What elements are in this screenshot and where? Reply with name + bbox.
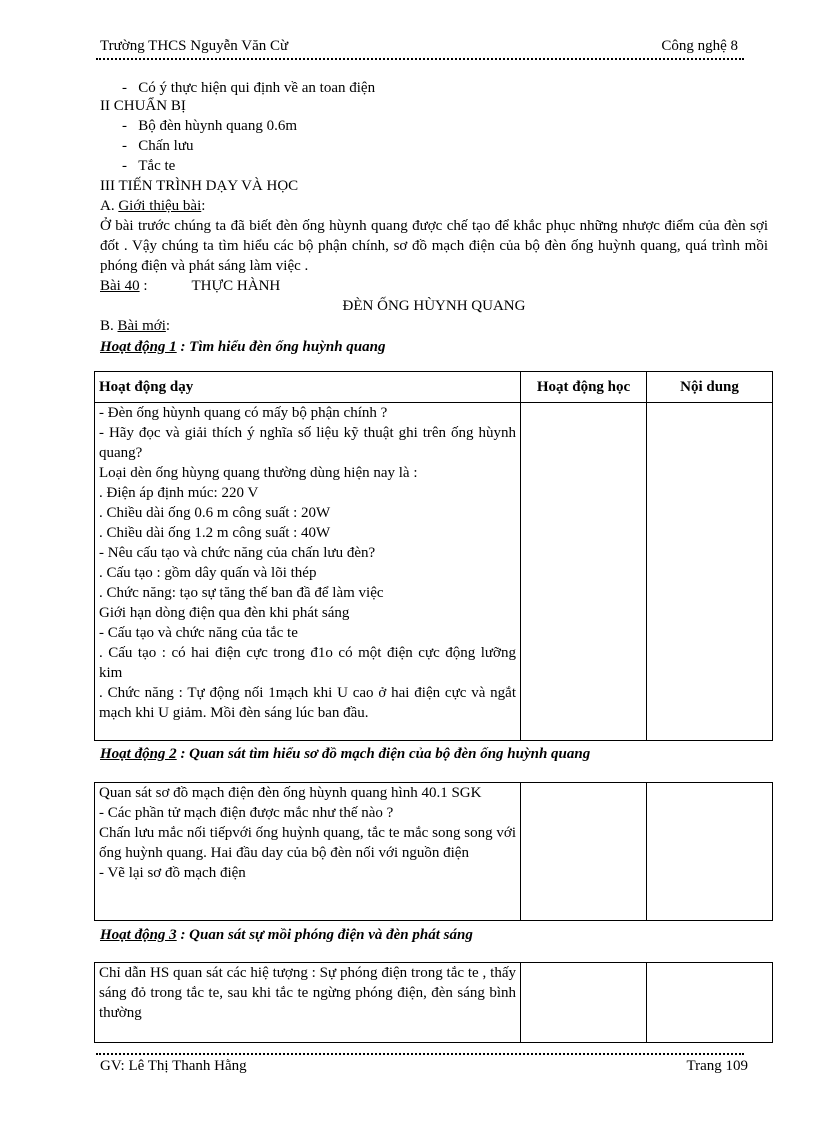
cell-line: Chấn lưu mắc nối tiếpvới ống huỳnh quang, tắc te mắc song song với ống huỳnh quang. Hai đầu day của bộ đèn nối với nguồn điện (99, 825, 516, 861)
cell-line: Loại dèn ống hùyng quang thường dùng hiện nay là : (99, 465, 418, 481)
cell-line: - Vẽ lại sơ đồ mạch điện (99, 865, 246, 881)
preparation-heading: II CHUẨN BỊ (100, 98, 186, 114)
teaching-cell (95, 783, 521, 921)
lesson-title: ĐÈN ỐNG HÙYNH QUANG (342, 298, 526, 314)
column-header: Hoạt động dạy (95, 372, 521, 403)
content-cell (647, 783, 773, 921)
header-divider (96, 58, 744, 60)
activity3-heading: Hoạt động 3 : Quan sát sự mồi phóng điện và đèn phát sáng (100, 927, 473, 943)
activity1-table (94, 371, 773, 741)
cell-line: . Chức năng : Tự động nối 1mạch khi U cao ở hai điện cực và ngắt mạch khi U giảm. Mồi đèn sáng lúc ban đầu. (99, 685, 516, 721)
page-header (100, 38, 744, 58)
table-row (95, 783, 773, 921)
cell-line: . Chiều dài ống 1.2 m công suất : 40W (99, 525, 331, 541)
process-heading: III TIẾN TRÌNH DẠY VÀ HỌC (100, 178, 299, 194)
preparation-item: - Tắc te (122, 158, 176, 174)
subject-name: Công nghệ 8 (661, 38, 738, 54)
school-name: Trường THCS Nguyễn Văn Cừ (100, 38, 289, 54)
learning-cell (521, 783, 647, 921)
new-lesson-heading: B. Bài mới: (100, 318, 171, 334)
cell-line: . Cấu tạo : gồm dây quấn và lõi thép (99, 565, 317, 581)
preparation-item: - Chấn lưu (122, 138, 194, 154)
intro-paragraph: Ở bài trước chúng ta đã biết đèn ống hùynh quang được chế tạo để khắc phục những nhược điểm của đèn sợi đốt . Vậy chúng ta tìm hiểu các bộ phận chính, sơ đồ mạch điện của bộ đèn ống huỳnh quang, quá trình mồi phóng điện và phát sáng làm việc . (100, 218, 768, 274)
preparation-item: - Bộ đèn hùynh quang 0.6m (122, 118, 297, 134)
table-header-row (95, 372, 773, 403)
teaching-cell (95, 403, 521, 741)
cell-line: - Cấu tạo và chức năng của tắc te (99, 625, 298, 641)
cell-line: - Đèn ống hùynh quang có mấy bộ phận chính ? (99, 405, 388, 421)
page-number: Trang 109 (686, 1058, 748, 1074)
learning-cell (521, 963, 647, 1043)
column-header: Hoạt động học (521, 372, 647, 403)
cell-line: Giới hạn dòng điện qua đèn khi phát sáng (99, 605, 350, 621)
footer-divider (96, 1053, 744, 1055)
column-header: Nội dung (647, 372, 773, 403)
content-cell (647, 963, 773, 1043)
activity1-heading: Hoạt động 1 : Tìm hiểu đèn ống huỳnh quang (100, 339, 386, 355)
cell-line: . Điện áp định múc: 220 V (99, 485, 259, 501)
page-footer (100, 1058, 748, 1075)
cell-line: - Các phần tử mạch điện được mắc như thế nào ? (99, 805, 394, 821)
activity3-table (94, 962, 773, 1043)
table-row (95, 963, 773, 1043)
cell-line: . Chiều dài ống 0.6 m công suất : 20W (99, 505, 331, 521)
intro-heading: A. Giới thiệu bài: (100, 198, 206, 214)
objective-item: - Có ý thực hiện qui định về an toan điện (122, 80, 376, 96)
teaching-cell (95, 963, 521, 1043)
cell-line: - Hãy đọc và giải thích ý nghĩa số liệu kỹ thuật ghi trên ống hùynh quang? (99, 425, 516, 461)
lesson-line: Bài 40 : THỰC HÀNH (100, 278, 281, 294)
activity2-table (94, 782, 773, 921)
cell-line: - Nêu cấu tạo và chức năng của chấn lưu đèn? (99, 545, 376, 561)
content-cell (647, 403, 773, 741)
cell-line: Chỉ dẫn HS quan sát các hiệ tượng : Sự phóng điện trong tắc te , thấy sáng đỏ trong tắc te, sau khi tắc te ngừng phóng điện, đèn sáng bình thường (99, 965, 516, 1021)
activity2-heading: Hoạt động 2 : Quan sát tìm hiểu sơ đồ mạch điện của bộ đèn ống huỳnh quang (100, 746, 591, 762)
cell-line: . Cấu tạo : có hai điện cực trong đ1o có một điện cực động lưỡng kim (99, 645, 516, 681)
cell-line: . Chức năng: tạo sự tăng thế ban đầ để làm việc (99, 585, 384, 601)
teacher-name: GV: Lê Thị Thanh Hằng (100, 1058, 247, 1074)
cell-line: Quan sát sơ đồ mạch điện đèn ống hùynh quang hình 40.1 SGK (99, 785, 482, 801)
learning-cell (521, 403, 647, 741)
table-row (95, 403, 773, 741)
